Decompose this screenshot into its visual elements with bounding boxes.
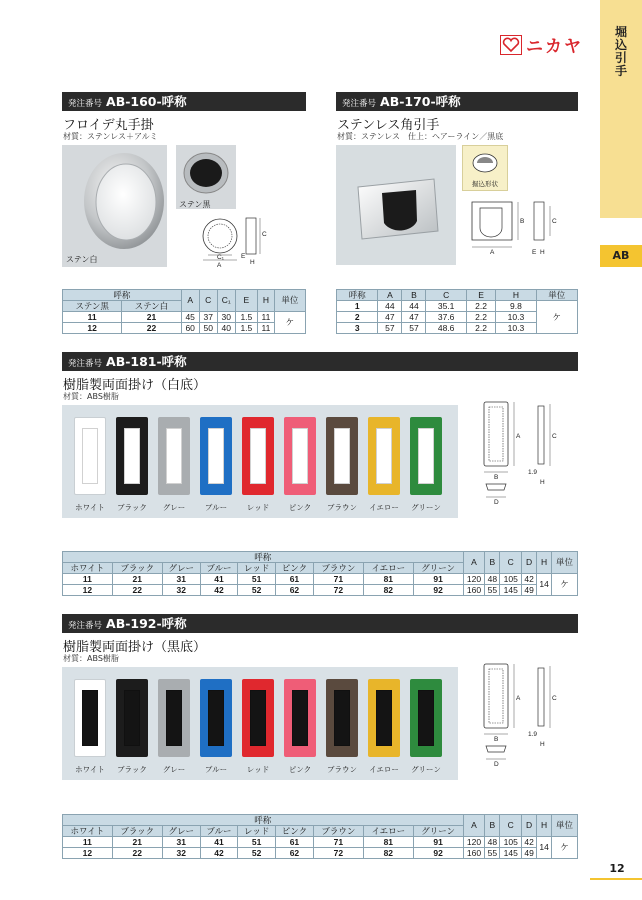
dim-label-b: B bbox=[494, 474, 499, 481]
table-header: C₁ bbox=[217, 290, 235, 312]
table-header: ブルー bbox=[200, 563, 238, 574]
color-swatch-recess bbox=[82, 428, 98, 484]
ab160-label-white: ステン白 bbox=[66, 255, 98, 264]
table-cell: 40 bbox=[217, 323, 235, 334]
table-header: ホワイト bbox=[63, 563, 113, 574]
ab192-header bbox=[62, 614, 578, 633]
table-cell: 30 bbox=[217, 312, 235, 323]
table-header: グリーン bbox=[413, 563, 463, 574]
color-swatch-recess bbox=[292, 690, 308, 746]
table-cell: 120 bbox=[463, 837, 485, 848]
table-header: ブラック bbox=[112, 563, 162, 574]
table-cell: 55 bbox=[485, 585, 500, 596]
color-swatch-recess bbox=[334, 690, 350, 746]
table-header: C bbox=[199, 290, 217, 312]
table-cell: 57 bbox=[402, 323, 426, 334]
ab170-title: ステンレス角引手 bbox=[337, 118, 440, 133]
brand-logo-text: ニカヤ bbox=[526, 37, 583, 57]
dim-label-b: B bbox=[520, 218, 525, 225]
table-cell: 11 bbox=[63, 574, 113, 585]
color-swatch-label: グレー bbox=[162, 765, 186, 774]
ab160-material: 材質：ステンレス＋アルミ bbox=[63, 132, 158, 141]
table-cell: 12 bbox=[63, 848, 113, 859]
table-header: イエロー bbox=[363, 563, 413, 574]
ab181-title: 樹脂製両面掛け（白底） bbox=[63, 378, 207, 393]
table-cell: 21 bbox=[112, 837, 162, 848]
dim-label-d: D bbox=[494, 761, 499, 768]
table-cell: 51 bbox=[238, 574, 276, 585]
table-row bbox=[63, 323, 306, 334]
ab170-shape-diagram bbox=[462, 145, 508, 191]
table-cell: 48 bbox=[485, 574, 500, 585]
table-cell: 2 bbox=[337, 312, 378, 323]
table-cell: 41 bbox=[200, 574, 238, 585]
table-cell: 91 bbox=[413, 574, 463, 585]
table-cell: 92 bbox=[413, 848, 463, 859]
ab192-material: 材質：ABS樹脂 bbox=[63, 654, 119, 663]
ab160-label-black: ステン黒 bbox=[179, 200, 211, 209]
ab170-material: 材質：ステンレス 仕上：ヘアーライン／黒底 bbox=[337, 132, 504, 141]
dim-label-thickness: 1.9 bbox=[528, 731, 538, 738]
table-header: B bbox=[485, 552, 500, 574]
table-cell: 44 bbox=[378, 301, 402, 312]
dim-label-h: H bbox=[540, 249, 545, 256]
table-cell: 11 bbox=[257, 323, 274, 334]
color-swatch-handle bbox=[284, 417, 316, 495]
color-swatch-label: グリーン bbox=[411, 503, 441, 512]
page-number-rule bbox=[590, 878, 642, 880]
table-cell: 105 bbox=[500, 574, 522, 585]
table-header: C bbox=[500, 552, 522, 574]
table-cell: 37.6 bbox=[426, 312, 466, 323]
table-header: ブラウン bbox=[313, 826, 363, 837]
color-swatch-handle bbox=[74, 417, 106, 495]
ab181-material: 材質：ABS樹脂 bbox=[63, 392, 119, 401]
color-swatch-recess bbox=[82, 690, 98, 746]
table-cell: 48 bbox=[485, 837, 500, 848]
color-swatch-handle bbox=[74, 679, 106, 757]
table-header: イエロー bbox=[363, 826, 413, 837]
dim-label-h: H bbox=[540, 741, 545, 748]
color-swatch-label: ブラック bbox=[117, 503, 147, 512]
order-number-prefix: 発注番号 bbox=[68, 621, 103, 631]
color-swatch-label: ブラウン bbox=[327, 503, 357, 512]
table-row bbox=[63, 837, 578, 848]
ab181-dimension-drawing bbox=[470, 398, 578, 513]
table-cell: ケ bbox=[274, 312, 305, 334]
ab181-color-panel bbox=[62, 405, 458, 518]
table-header: B bbox=[485, 815, 500, 837]
table-cell: 160 bbox=[463, 848, 485, 859]
order-number-prefix: 発注番号 bbox=[342, 99, 377, 109]
table-header: ピンク bbox=[276, 563, 314, 574]
table-header: A bbox=[463, 552, 485, 574]
ab181-spec-table bbox=[62, 551, 578, 596]
table-cell: 21 bbox=[122, 312, 181, 323]
table-cell: 35.1 bbox=[426, 301, 466, 312]
page-number: 12 bbox=[609, 862, 625, 875]
table-row bbox=[63, 585, 578, 596]
color-swatch-recess bbox=[334, 428, 350, 484]
side-tab bbox=[600, 0, 642, 218]
color-swatch-handle bbox=[242, 679, 274, 757]
ab181-header bbox=[62, 352, 578, 371]
ab192-spec-table bbox=[62, 814, 578, 859]
table-cell: 49 bbox=[522, 585, 537, 596]
table-cell: 14 bbox=[537, 837, 552, 859]
color-swatch-recess bbox=[292, 428, 308, 484]
color-swatch-handle bbox=[368, 417, 400, 495]
dim-label-d: D bbox=[494, 499, 499, 506]
table-header: 呼称 bbox=[63, 290, 182, 301]
table-cell: 60 bbox=[181, 323, 199, 334]
table-header: H bbox=[257, 290, 274, 312]
ab192-dimension-drawing bbox=[470, 660, 578, 775]
table-header: C bbox=[500, 815, 522, 837]
table-header: E bbox=[235, 290, 257, 312]
table-header: ステン白 bbox=[122, 301, 181, 312]
table-header: D bbox=[522, 552, 537, 574]
color-swatch-recess bbox=[418, 428, 434, 484]
color-swatch-handle bbox=[410, 417, 442, 495]
ab170-spec-table bbox=[336, 289, 578, 334]
ab160-photo-white bbox=[62, 145, 167, 267]
color-swatch-label: ブルー bbox=[204, 503, 228, 512]
table-header: ホワイト bbox=[63, 826, 113, 837]
color-swatch-label: イエロー bbox=[369, 765, 399, 774]
table-cell: 11 bbox=[257, 312, 274, 323]
table-cell: 11 bbox=[63, 837, 113, 848]
color-swatch-label: ブラック bbox=[117, 765, 147, 774]
table-header: レッド bbox=[238, 563, 276, 574]
dim-label-a: A bbox=[516, 695, 521, 702]
color-swatch-recess bbox=[166, 690, 182, 746]
table-cell: ケ bbox=[552, 574, 578, 596]
color-swatch-label: ブルー bbox=[204, 765, 228, 774]
color-swatch-handle bbox=[200, 679, 232, 757]
dim-label-e: E bbox=[241, 253, 246, 260]
color-swatch-recess bbox=[166, 428, 182, 484]
table-header: 呼称 bbox=[337, 290, 378, 301]
table-header: 単位 bbox=[552, 552, 578, 574]
color-swatch-recess bbox=[208, 428, 224, 484]
ab181-code: AB-181-呼称 bbox=[106, 354, 187, 369]
ab192-color-panel bbox=[62, 667, 458, 780]
dim-label-c: C bbox=[552, 433, 557, 440]
table-header: グリーン bbox=[413, 826, 463, 837]
table-header: レッド bbox=[238, 826, 276, 837]
table-cell: 51 bbox=[238, 837, 276, 848]
table-cell: 32 bbox=[162, 585, 200, 596]
table-header: ブルー bbox=[200, 826, 238, 837]
color-swatch-handle bbox=[158, 417, 190, 495]
table-cell: 37 bbox=[199, 312, 217, 323]
dim-label-a: A bbox=[516, 433, 521, 440]
table-header: グレー bbox=[162, 563, 200, 574]
color-swatch-recess bbox=[124, 428, 140, 484]
ab170-photo bbox=[336, 145, 456, 265]
brand-logo bbox=[500, 32, 583, 57]
table-cell: 42 bbox=[522, 574, 537, 585]
table-cell: 2.2 bbox=[466, 301, 495, 312]
table-cell: 71 bbox=[313, 574, 363, 585]
table-header: D bbox=[522, 815, 537, 837]
table-header: A bbox=[181, 290, 199, 312]
table-header: H bbox=[496, 290, 536, 301]
table-cell: 42 bbox=[200, 585, 238, 596]
table-cell: 71 bbox=[313, 837, 363, 848]
table-cell: 61 bbox=[276, 837, 314, 848]
dim-label-e: E bbox=[532, 249, 537, 256]
table-cell: 57 bbox=[378, 323, 402, 334]
table-cell: 81 bbox=[363, 574, 413, 585]
table-header: A bbox=[378, 290, 402, 301]
table-header: 単位 bbox=[552, 815, 578, 837]
table-row bbox=[337, 301, 578, 312]
table-cell: 1.5 bbox=[235, 323, 257, 334]
table-cell: ケ bbox=[536, 301, 577, 334]
table-cell: 22 bbox=[112, 848, 162, 859]
table-cell: 10.3 bbox=[496, 323, 536, 334]
ab192-code: AB-192-呼称 bbox=[106, 616, 187, 631]
color-swatch-recess bbox=[250, 428, 266, 484]
table-header: A bbox=[463, 815, 485, 837]
table-cell: 48.6 bbox=[426, 323, 466, 334]
table-header: グレー bbox=[162, 826, 200, 837]
table-cell: 41 bbox=[200, 837, 238, 848]
side-tab-sub-label: AB bbox=[600, 245, 642, 267]
table-cell: 1.5 bbox=[235, 312, 257, 323]
dim-label-c: C bbox=[552, 695, 557, 702]
table-cell: 82 bbox=[363, 848, 413, 859]
color-swatch-label: ホワイト bbox=[75, 765, 105, 774]
color-swatch-recess bbox=[250, 690, 266, 746]
color-swatch-handle bbox=[158, 679, 190, 757]
order-number-prefix: 発注番号 bbox=[68, 99, 103, 109]
table-cell: 2.2 bbox=[466, 323, 495, 334]
ab170-shape-note: 掘込形状 bbox=[472, 180, 498, 188]
ab170-header bbox=[336, 92, 578, 111]
table-cell: 49 bbox=[522, 848, 537, 859]
table-cell: 61 bbox=[276, 574, 314, 585]
table-cell: 22 bbox=[122, 323, 181, 334]
table-cell: 1 bbox=[337, 301, 378, 312]
table-cell: 11 bbox=[63, 312, 122, 323]
table-header: ブラウン bbox=[313, 563, 363, 574]
table-cell: 62 bbox=[276, 585, 314, 596]
dim-label-a: A bbox=[217, 262, 222, 269]
ab160-spec-table bbox=[62, 289, 306, 334]
color-swatch-handle bbox=[200, 417, 232, 495]
dim-label-c: C bbox=[552, 218, 557, 225]
table-cell: 22 bbox=[112, 585, 162, 596]
table-cell: 42 bbox=[200, 848, 238, 859]
table-cell: 91 bbox=[413, 837, 463, 848]
color-swatch-label: ピンク bbox=[288, 503, 312, 512]
dim-label-a: A bbox=[490, 249, 495, 256]
dim-label-c: C bbox=[262, 231, 267, 238]
side-tab-label: 堀込引手 bbox=[614, 25, 627, 78]
table-header: H bbox=[537, 815, 552, 837]
table-header: ブラック bbox=[112, 826, 162, 837]
table-cell: 44 bbox=[402, 301, 426, 312]
table-cell: 92 bbox=[413, 585, 463, 596]
order-number-prefix: 発注番号 bbox=[68, 359, 103, 369]
table-cell: 9.8 bbox=[496, 301, 536, 312]
color-swatch-handle bbox=[326, 679, 358, 757]
color-swatch-recess bbox=[208, 690, 224, 746]
table-header: ピンク bbox=[276, 826, 314, 837]
table-header: 呼称 bbox=[63, 552, 464, 563]
color-swatch-label: ホワイト bbox=[75, 503, 105, 512]
table-cell: 62 bbox=[276, 848, 314, 859]
ab160-title: フロイデ丸手掛 bbox=[63, 118, 154, 133]
table-cell: 120 bbox=[463, 574, 485, 585]
ab192-title: 樹脂製両面掛け（黒底） bbox=[63, 640, 207, 655]
color-swatch-recess bbox=[376, 690, 392, 746]
dim-label-b: B bbox=[494, 736, 499, 743]
table-row bbox=[63, 848, 578, 859]
color-swatch-label: レッド bbox=[246, 503, 270, 512]
heart-icon bbox=[500, 35, 522, 55]
table-cell: 145 bbox=[500, 848, 522, 859]
table-header: H bbox=[537, 552, 552, 574]
table-cell: 21 bbox=[112, 574, 162, 585]
color-swatch-handle bbox=[368, 679, 400, 757]
color-swatch-handle bbox=[284, 679, 316, 757]
color-swatch-label: レッド bbox=[246, 765, 270, 774]
table-cell: ケ bbox=[552, 837, 578, 859]
table-cell: 12 bbox=[63, 585, 113, 596]
table-header: ステン黒 bbox=[63, 301, 122, 312]
color-swatch-handle bbox=[326, 417, 358, 495]
color-swatch-handle bbox=[410, 679, 442, 757]
table-header: 単位 bbox=[536, 290, 577, 301]
dim-label-thickness: 1.9 bbox=[528, 469, 538, 476]
table-cell: 32 bbox=[162, 848, 200, 859]
table-header: C bbox=[426, 290, 466, 301]
table-cell: 55 bbox=[485, 848, 500, 859]
table-cell: 47 bbox=[402, 312, 426, 323]
table-cell: 82 bbox=[363, 585, 413, 596]
ab160-dimension-drawing bbox=[198, 212, 278, 270]
table-header: B bbox=[402, 290, 426, 301]
table-cell: 50 bbox=[199, 323, 217, 334]
table-header: 単位 bbox=[274, 290, 305, 312]
table-cell: 2.2 bbox=[466, 312, 495, 323]
color-swatch-handle bbox=[116, 679, 148, 757]
table-cell: 14 bbox=[537, 574, 552, 596]
table-cell: 47 bbox=[378, 312, 402, 323]
table-cell: 81 bbox=[363, 837, 413, 848]
table-cell: 42 bbox=[522, 837, 537, 848]
table-header: E bbox=[466, 290, 495, 301]
table-cell: 12 bbox=[63, 323, 122, 334]
color-swatch-label: ブラウン bbox=[327, 765, 357, 774]
table-cell: 72 bbox=[313, 585, 363, 596]
color-swatch-label: ピンク bbox=[288, 765, 312, 774]
color-swatch-label: グレー bbox=[162, 503, 186, 512]
ab170-code: AB-170-呼称 bbox=[380, 94, 461, 109]
ab160-header bbox=[62, 92, 306, 111]
dim-label-c1: C₁ bbox=[217, 254, 224, 261]
dim-label-h: H bbox=[250, 259, 255, 266]
table-row bbox=[63, 312, 306, 323]
table-cell: 3 bbox=[337, 323, 378, 334]
color-swatch-handle bbox=[116, 417, 148, 495]
dim-label-h: H bbox=[540, 479, 545, 486]
color-swatch-label: イエロー bbox=[369, 503, 399, 512]
table-cell: 45 bbox=[181, 312, 199, 323]
table-cell: 105 bbox=[500, 837, 522, 848]
color-swatch-recess bbox=[418, 690, 434, 746]
ab170-dimension-drawing bbox=[462, 192, 572, 262]
table-cell: 160 bbox=[463, 585, 485, 596]
table-cell: 145 bbox=[500, 585, 522, 596]
table-cell: 52 bbox=[238, 585, 276, 596]
color-swatch-recess bbox=[376, 428, 392, 484]
table-cell: 31 bbox=[162, 837, 200, 848]
ab160-code: AB-160-呼称 bbox=[106, 94, 187, 109]
table-header: 呼称 bbox=[63, 815, 464, 826]
color-swatch-label: グリーン bbox=[411, 765, 441, 774]
table-cell: 72 bbox=[313, 848, 363, 859]
table-cell: 31 bbox=[162, 574, 200, 585]
color-swatch-recess bbox=[124, 690, 140, 746]
table-cell: 10.3 bbox=[496, 312, 536, 323]
color-swatch-handle bbox=[242, 417, 274, 495]
table-row bbox=[63, 574, 578, 585]
table-cell: 52 bbox=[238, 848, 276, 859]
